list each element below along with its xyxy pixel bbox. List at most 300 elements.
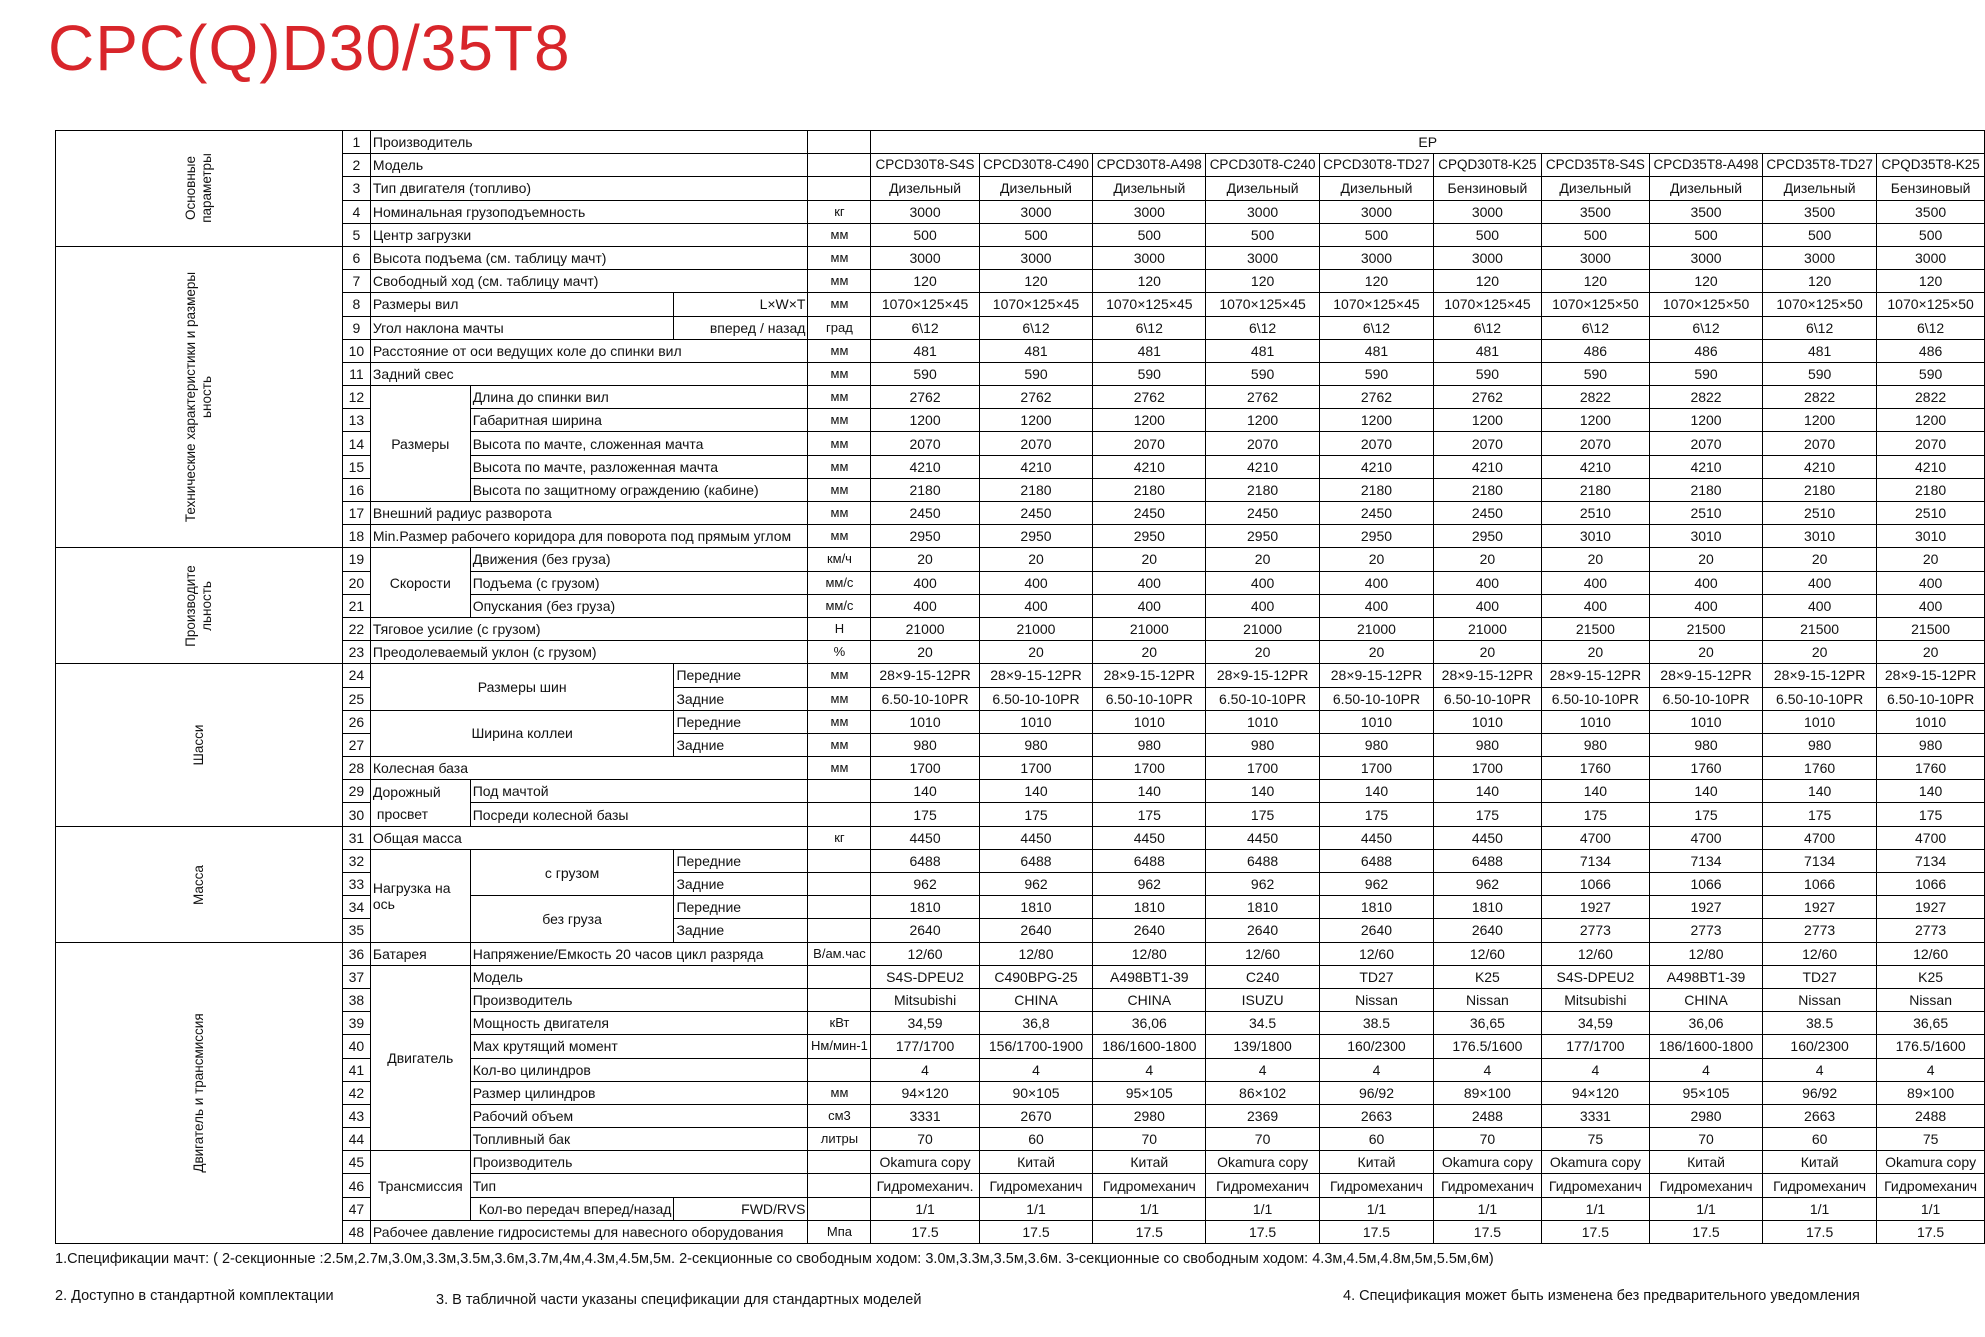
value-cell: Дизельный xyxy=(871,177,979,200)
value-cell: 60 xyxy=(1763,1128,1877,1151)
note-1: 1.Спецификации мачт: ( 2-секционные :2.5м,2.7м,3.0м,3.3м,3.5м,3.6м,3.7м,4м,4.3м,4.5м,5м. 2-секционные со свободным ходом: 3.0м,3.3м,3.5м,3.6м. 3-секционные со свободным ходом: 4.3м,4.5м,4.8м,5м,5.5м,6м) xyxy=(55,1251,1494,1267)
row-number: 45 xyxy=(343,1151,371,1174)
value-cell: 3000 xyxy=(1206,200,1320,223)
value-cell: 28×9-15-12PR xyxy=(1877,664,1985,687)
value-cell: 75 xyxy=(1541,1128,1649,1151)
value-cell: 4210 xyxy=(1763,455,1877,478)
row-number: 30 xyxy=(343,803,371,826)
row-number: 5 xyxy=(343,223,371,246)
table-row xyxy=(56,988,1985,1011)
value-cell: 590 xyxy=(979,362,1093,385)
table-row xyxy=(56,223,1985,246)
value-cell: 2762 xyxy=(1319,386,1433,409)
value-cell: TD27 xyxy=(1763,965,1877,988)
value-cell: 2762 xyxy=(979,386,1093,409)
value-cell: 120 xyxy=(1763,270,1877,293)
value-cell: 21000 xyxy=(1206,617,1320,640)
value-cell: 4210 xyxy=(1877,455,1985,478)
value-cell: 590 xyxy=(1650,362,1763,385)
value-cell: Гидромеханич xyxy=(979,1174,1093,1197)
row-number: 6 xyxy=(343,246,371,269)
table-row xyxy=(56,1220,1985,1243)
row-unit xyxy=(808,919,871,942)
value-cell: 70 xyxy=(1206,1128,1320,1151)
value-cell: 2488 xyxy=(1434,1104,1542,1127)
value-cell: 1810 xyxy=(1206,896,1320,919)
value-cell: 2510 xyxy=(1877,502,1985,525)
value-cell: 2663 xyxy=(1319,1104,1433,1127)
value-cell: 1066 xyxy=(1763,873,1877,896)
value-cell: 2070 xyxy=(1877,432,1985,455)
row-label: Опускания (без груза) xyxy=(470,594,808,617)
table-row xyxy=(56,316,1985,339)
row-number: 22 xyxy=(343,617,371,640)
row-number: 21 xyxy=(343,594,371,617)
row-number: 42 xyxy=(343,1081,371,1104)
group-dims: Размеры xyxy=(370,386,470,502)
value-cell: 962 xyxy=(1319,873,1433,896)
value-cell: 1700 xyxy=(1434,757,1542,780)
value-cell: 2510 xyxy=(1541,502,1649,525)
model-name: CPCD35T8-TD27 xyxy=(1763,154,1877,177)
value-cell: 400 xyxy=(1650,571,1763,594)
value-cell: 1927 xyxy=(1541,896,1649,919)
section-label: Двигатель и трансмиссия xyxy=(191,1013,206,1173)
value-cell: 4700 xyxy=(1877,826,1985,849)
value-cell: 6\12 xyxy=(1877,316,1985,339)
row-label: Модель xyxy=(470,965,808,988)
row-label: Под мачтой xyxy=(470,780,808,803)
value-cell: 4 xyxy=(1650,1058,1763,1081)
value-cell: 2369 xyxy=(1206,1104,1320,1127)
value-cell: 2950 xyxy=(871,525,979,548)
row-label: Задний свес xyxy=(370,362,808,385)
value-cell: 36,06 xyxy=(1650,1012,1763,1035)
value-cell: Бензиновый xyxy=(1877,177,1985,200)
value-cell: 3000 xyxy=(1093,246,1206,269)
value-cell: 4210 xyxy=(1541,455,1649,478)
value-cell: 6488 xyxy=(1206,849,1320,872)
row-label: Производитель xyxy=(370,131,808,154)
value-cell: 500 xyxy=(979,223,1093,246)
value-cell: C490BPG-25 xyxy=(979,965,1093,988)
value-cell: 962 xyxy=(1093,873,1206,896)
value-cell: 980 xyxy=(1877,733,1985,756)
value-cell: S4S-DPEU2 xyxy=(1541,965,1649,988)
value-cell: 1/1 xyxy=(1206,1197,1320,1220)
value-cell: 20 xyxy=(871,548,979,571)
table-row xyxy=(56,339,1985,362)
value-cell: 6\12 xyxy=(1206,316,1320,339)
row-number: 7 xyxy=(343,270,371,293)
row-unit: мм xyxy=(808,223,871,246)
value-cell: 20 xyxy=(1650,641,1763,664)
row-unit xyxy=(808,177,871,200)
value-cell: 3000 xyxy=(1319,246,1433,269)
value-cell: 120 xyxy=(1319,270,1433,293)
value-cell: 1010 xyxy=(1763,710,1877,733)
value-cell: 20 xyxy=(1763,548,1877,571)
value-cell: 4 xyxy=(871,1058,979,1081)
row-unit: мм xyxy=(808,293,871,316)
row-number: 28 xyxy=(343,757,371,780)
value-cell: 1066 xyxy=(1650,873,1763,896)
value-cell: Гидромеханич xyxy=(1434,1174,1542,1197)
spec-table-body xyxy=(56,131,1985,1244)
value-cell: 2773 xyxy=(1877,919,1985,942)
value-cell: 3000 xyxy=(1763,246,1877,269)
value-cell: 2180 xyxy=(1093,478,1206,501)
value-cell: K25 xyxy=(1877,965,1985,988)
value-cell: 2762 xyxy=(1434,386,1542,409)
table-row xyxy=(56,1151,1985,1174)
group-clear-line1: Дорожный xyxy=(370,780,470,803)
value-cell: 34,59 xyxy=(1541,1012,1649,1035)
table-row xyxy=(56,965,1985,988)
row-number: 46 xyxy=(343,1174,371,1197)
value-cell: 140 xyxy=(1650,780,1763,803)
value-cell: 20 xyxy=(1650,548,1763,571)
value-cell: 4 xyxy=(1093,1058,1206,1081)
value-cell: 590 xyxy=(1763,362,1877,385)
value-cell: 21000 xyxy=(871,617,979,640)
value-cell: 400 xyxy=(1541,594,1649,617)
value-cell: 1/1 xyxy=(1093,1197,1206,1220)
value-cell: 2762 xyxy=(1093,386,1206,409)
row-label: Задние xyxy=(674,733,808,756)
value-cell: 2773 xyxy=(1650,919,1763,942)
value-cell: 1200 xyxy=(1541,409,1649,432)
value-cell: 2180 xyxy=(979,478,1093,501)
value-cell: 980 xyxy=(979,733,1093,756)
value-cell: 481 xyxy=(1206,339,1320,362)
model-name: CPCD30T8-C240 xyxy=(1206,154,1320,177)
value-cell: 1070×125×45 xyxy=(1093,293,1206,316)
row-label: Передние xyxy=(674,849,808,872)
value-cell: 120 xyxy=(979,270,1093,293)
value-cell: 20 xyxy=(1206,548,1320,571)
row-label: Посреди колесной базы xyxy=(470,803,808,826)
value-cell: 1810 xyxy=(1093,896,1206,919)
value-cell: 1200 xyxy=(979,409,1093,432)
value-cell: Nissan xyxy=(1319,988,1433,1011)
value-cell: 1010 xyxy=(1206,710,1320,733)
value-cell: 590 xyxy=(1206,362,1320,385)
table-row xyxy=(56,873,1985,896)
value-cell: 2450 xyxy=(1319,502,1433,525)
value-cell: 2450 xyxy=(979,502,1093,525)
value-cell: 4 xyxy=(1541,1058,1649,1081)
value-cell: 4210 xyxy=(1434,455,1542,478)
value-cell: 2070 xyxy=(979,432,1093,455)
value-cell: 120 xyxy=(1093,270,1206,293)
value-cell: 1010 xyxy=(1650,710,1763,733)
value-cell: 7134 xyxy=(1877,849,1985,872)
row-label: Тип двигателя (топливо) xyxy=(370,177,808,200)
row-number: 23 xyxy=(343,641,371,664)
row-number: 17 xyxy=(343,502,371,525)
value-cell: 2488 xyxy=(1877,1104,1985,1127)
value-cell: S4S-DPEU2 xyxy=(871,965,979,988)
value-cell: 36,65 xyxy=(1877,1012,1985,1035)
table-row xyxy=(56,896,1985,919)
value-cell: 20 xyxy=(1541,641,1649,664)
value-cell: 1200 xyxy=(1319,409,1433,432)
row-unit xyxy=(808,849,871,872)
value-cell: 21000 xyxy=(979,617,1093,640)
value-cell: 6\12 xyxy=(979,316,1093,339)
row-unit xyxy=(808,965,871,988)
value-cell: 6.50-10-10PR xyxy=(1206,687,1320,710)
value-cell: 20 xyxy=(1434,641,1542,664)
value-cell: 2510 xyxy=(1763,502,1877,525)
value-cell: 4450 xyxy=(1434,826,1542,849)
table-row xyxy=(56,502,1985,525)
value-cell: 590 xyxy=(1319,362,1433,385)
row-unit xyxy=(808,154,871,177)
value-cell: 21000 xyxy=(1434,617,1542,640)
value-cell: 20 xyxy=(1093,548,1206,571)
row-number: 35 xyxy=(343,919,371,942)
value-cell: 2180 xyxy=(1763,478,1877,501)
row-sublabel: FWD/RVS xyxy=(674,1197,808,1220)
value-cell: 980 xyxy=(1541,733,1649,756)
value-cell: 6\12 xyxy=(1650,316,1763,339)
table-row xyxy=(56,1012,1985,1035)
row-unit: мм xyxy=(808,502,871,525)
value-cell: 20 xyxy=(1877,641,1985,664)
value-cell: 1/1 xyxy=(1434,1197,1542,1220)
group-trans: Трансмиссия xyxy=(370,1151,470,1221)
value-cell: 2450 xyxy=(1206,502,1320,525)
model-name: CPCD30T8-A498 xyxy=(1093,154,1206,177)
value-cell: 120 xyxy=(871,270,979,293)
value-cell: C240 xyxy=(1206,965,1320,988)
section-perf xyxy=(56,548,343,664)
value-cell: 1700 xyxy=(1093,757,1206,780)
value-cell: Okamura copy xyxy=(1877,1151,1985,1174)
row-sublabel: вперед / назад xyxy=(674,316,808,339)
value-cell: 175 xyxy=(1877,803,1985,826)
value-cell: 980 xyxy=(871,733,979,756)
value-cell: 400 xyxy=(1434,571,1542,594)
value-cell: 95×105 xyxy=(1093,1081,1206,1104)
value-cell: 962 xyxy=(1434,873,1542,896)
section-engine xyxy=(56,942,343,1243)
value-cell: 20 xyxy=(1093,641,1206,664)
value-cell: 400 xyxy=(1206,594,1320,617)
value-cell: 12/80 xyxy=(1093,942,1206,965)
value-cell: 2663 xyxy=(1763,1104,1877,1127)
table-row xyxy=(56,200,1985,223)
row-label: Расстояние от оси ведущих коле до спинки вил xyxy=(370,339,808,362)
table-row xyxy=(56,780,1985,803)
value-cell: 175 xyxy=(1541,803,1649,826)
value-cell: 6.50-10-10PR xyxy=(1650,687,1763,710)
value-cell: 1200 xyxy=(1434,409,1542,432)
value-cell: Дизельный xyxy=(1763,177,1877,200)
value-cell: 120 xyxy=(1434,270,1542,293)
value-cell: 1070×125×45 xyxy=(1319,293,1433,316)
value-cell: 120 xyxy=(1650,270,1763,293)
value-cell: 6488 xyxy=(1093,849,1206,872)
value-cell: 6.50-10-10PR xyxy=(1763,687,1877,710)
value-cell: 2822 xyxy=(1877,386,1985,409)
row-label: Высота по защитному ограждению (кабине) xyxy=(470,478,808,501)
value-cell: 2822 xyxy=(1541,386,1649,409)
table-row xyxy=(56,1128,1985,1151)
value-cell: 175 xyxy=(1434,803,1542,826)
row-label: Угол наклона мачты xyxy=(370,316,674,339)
value-cell: 6488 xyxy=(979,849,1093,872)
value-cell: 2762 xyxy=(1206,386,1320,409)
value-cell: 6488 xyxy=(1434,849,1542,872)
row-number: 33 xyxy=(343,873,371,896)
value-cell: K25 xyxy=(1434,965,1542,988)
row-unit: мм/с xyxy=(808,571,871,594)
row-label: Подъема (с грузом) xyxy=(470,571,808,594)
value-cell: 962 xyxy=(1206,873,1320,896)
row-unit: мм xyxy=(808,409,871,432)
value-cell: 590 xyxy=(1541,362,1649,385)
row-number: 8 xyxy=(343,293,371,316)
value-cell: 1200 xyxy=(1877,409,1985,432)
value-cell: 6488 xyxy=(871,849,979,872)
value-cell: 2640 xyxy=(871,919,979,942)
value-cell: CHINA xyxy=(1650,988,1763,1011)
value-cell: 1810 xyxy=(979,896,1093,919)
value-cell: 486 xyxy=(1877,339,1985,362)
value-cell: 120 xyxy=(1206,270,1320,293)
row-unit: мм xyxy=(808,246,871,269)
table-row xyxy=(56,525,1985,548)
table-row xyxy=(56,246,1985,269)
value-cell: 96/92 xyxy=(1763,1081,1877,1104)
row-unit xyxy=(808,131,871,154)
value-cell: Китай xyxy=(1650,1151,1763,1174)
model-name: CPQD30T8-K25 xyxy=(1434,154,1542,177)
table-row xyxy=(56,1035,1985,1058)
row-label: Размер цилиндров xyxy=(470,1081,808,1104)
value-cell: 21500 xyxy=(1650,617,1763,640)
value-cell: 1066 xyxy=(1541,873,1649,896)
value-cell: 1200 xyxy=(1206,409,1320,432)
value-cell: 1070×125×45 xyxy=(1434,293,1542,316)
value-cell: 140 xyxy=(1434,780,1542,803)
model-name: CPCD35T8-A498 xyxy=(1650,154,1763,177)
value-cell: 186/1600-1800 xyxy=(1650,1035,1763,1058)
row-unit: мм xyxy=(808,710,871,733)
value-cell: 2670 xyxy=(979,1104,1093,1127)
value-cell: 2180 xyxy=(1541,478,1649,501)
value-cell: Гидромеханич xyxy=(1763,1174,1877,1197)
row-number: 16 xyxy=(343,478,371,501)
value-cell: 400 xyxy=(1877,571,1985,594)
value-cell: 3000 xyxy=(979,200,1093,223)
section-label: Технические характеристики и размеры ьность xyxy=(183,272,214,523)
table-row xyxy=(56,478,1985,501)
value-cell: 1070×125×50 xyxy=(1763,293,1877,316)
value-cell: 4 xyxy=(1434,1058,1542,1081)
value-cell: 86×102 xyxy=(1206,1081,1320,1104)
group-tires: Размеры шин xyxy=(370,664,674,710)
value-cell: 3000 xyxy=(1093,200,1206,223)
value-cell: 3331 xyxy=(1541,1104,1649,1127)
value-cell: Mitsubishi xyxy=(871,988,979,1011)
value-cell: Гидромеханич. xyxy=(871,1174,979,1197)
value-cell: 1010 xyxy=(1434,710,1542,733)
value-cell: 1700 xyxy=(979,757,1093,780)
value-cell: 17.5 xyxy=(871,1220,979,1243)
value-cell: 4 xyxy=(1206,1058,1320,1081)
value-cell: 2950 xyxy=(1206,525,1320,548)
value-cell: 500 xyxy=(1541,223,1649,246)
row-unit: мм xyxy=(808,478,871,501)
value-cell: 140 xyxy=(1763,780,1877,803)
row-unit xyxy=(808,803,871,826)
table-row xyxy=(56,362,1985,385)
value-cell: 4 xyxy=(1763,1058,1877,1081)
value-cell: 36,06 xyxy=(1093,1012,1206,1035)
value-cell: 2640 xyxy=(1319,919,1433,942)
row-number: 13 xyxy=(343,409,371,432)
value-cell: 2070 xyxy=(1434,432,1542,455)
value-cell: 400 xyxy=(871,594,979,617)
value-cell: 94×120 xyxy=(1541,1081,1649,1104)
row-label: Свободный ход (см. таблицу мачт) xyxy=(370,270,808,293)
value-cell: Дизельный xyxy=(1319,177,1433,200)
value-cell: TD27 xyxy=(1319,965,1433,988)
row-unit: мм xyxy=(808,455,871,478)
value-cell: 3000 xyxy=(871,246,979,269)
value-cell: 1/1 xyxy=(1319,1197,1433,1220)
row-label: Кол-во цилиндров xyxy=(470,1058,808,1081)
table-row xyxy=(56,757,1985,780)
value-cell: 590 xyxy=(1877,362,1985,385)
value-cell: 7134 xyxy=(1650,849,1763,872)
value-cell: 75 xyxy=(1877,1128,1985,1151)
value-cell: 139/1800 xyxy=(1206,1035,1320,1058)
value-cell: 1927 xyxy=(1763,896,1877,919)
row-number: 12 xyxy=(343,386,371,409)
table-row xyxy=(56,571,1985,594)
row-label: Размеры вил xyxy=(370,293,674,316)
row-label: Max крутящий момент xyxy=(470,1035,808,1058)
row-label: Рабочее давление гидросистемы для навесного оборудования xyxy=(370,1220,808,1243)
section-main xyxy=(56,131,343,247)
row-label: Задние xyxy=(674,873,808,896)
row-unit: мм xyxy=(808,1081,871,1104)
value-cell: 3500 xyxy=(1541,200,1649,223)
row-label: Высота по мачте, разложенная мачта xyxy=(470,455,808,478)
value-cell: 2980 xyxy=(1093,1104,1206,1127)
table-row xyxy=(56,1058,1985,1081)
value-cell: 1/1 xyxy=(871,1197,979,1220)
value-cell: 3500 xyxy=(1877,200,1985,223)
row-label: Тип xyxy=(470,1174,808,1197)
value-cell: 1700 xyxy=(1206,757,1320,780)
row-label: Рабочий объем xyxy=(470,1104,808,1127)
value-cell: 2773 xyxy=(1763,919,1877,942)
value-cell: 1070×125×45 xyxy=(871,293,979,316)
value-cell: 17.5 xyxy=(1650,1220,1763,1243)
value-cell: 4700 xyxy=(1541,826,1649,849)
value-cell: 500 xyxy=(1206,223,1320,246)
row-label: Передние xyxy=(674,710,808,733)
row-number: 3 xyxy=(343,177,371,200)
value-cell: 2822 xyxy=(1650,386,1763,409)
value-cell: 34,59 xyxy=(871,1012,979,1035)
